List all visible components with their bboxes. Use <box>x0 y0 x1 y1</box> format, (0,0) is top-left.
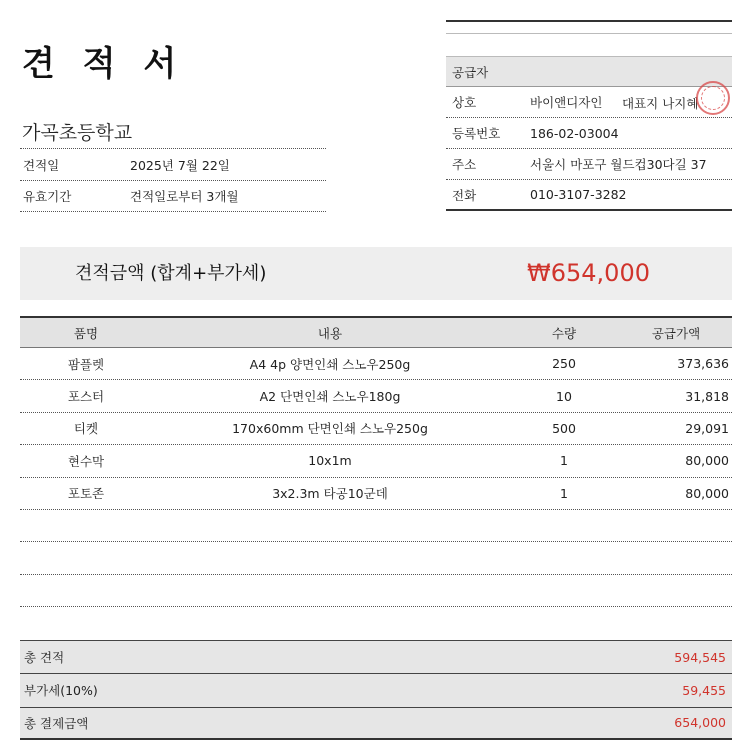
quote-date-label: 견적일 <box>23 157 60 173</box>
cell-description: 170x60mm 단면인쇄 스노우250g <box>232 421 428 437</box>
vat-value: 59,455 <box>682 682 726 698</box>
supplier-name-value: 바이앤디자인 <box>530 95 603 110</box>
items-table <box>20 316 732 607</box>
header-item: 품명 <box>73 325 99 341</box>
grand-total-label: 총 결제금액 <box>24 715 89 731</box>
supplier-phone-row <box>446 180 732 211</box>
supplier-top-bar <box>446 20 732 34</box>
cell-quantity: 1 <box>560 485 568 501</box>
supplier-regno-value: 186-02-03004 <box>530 125 619 141</box>
cell-item: 포토존 <box>67 486 105 502</box>
supplier-regno-row <box>446 118 732 149</box>
cell-description: 10x1m <box>308 453 352 469</box>
grand-total-row <box>20 707 732 740</box>
validity-row <box>20 180 326 212</box>
table-row <box>20 445 732 477</box>
header-quantity: 수량 <box>551 325 577 341</box>
cell-price: 31,818 <box>685 388 729 404</box>
seal-stamp-icon <box>696 81 730 115</box>
header-supply-price: 공급가액 <box>651 325 701 341</box>
cell-description: 3x2.3m 타공10군데 <box>272 486 388 502</box>
cell-price: 373,636 <box>677 356 729 372</box>
validity-label: 유효기간 <box>23 189 72 204</box>
header-description: 내용 <box>317 325 343 341</box>
cell-price: 80,000 <box>685 485 729 501</box>
cell-item: 포스터 <box>67 389 105 405</box>
cell-quantity: 10 <box>556 388 572 404</box>
supplier-address-value: 서울시 마포구 월드컵30다길 37 <box>530 157 707 172</box>
supplier-name-label: 상호 <box>452 95 477 110</box>
table-row-empty <box>20 510 732 542</box>
table-row <box>20 348 732 380</box>
subtotal-label: 총 견적 <box>24 650 65 666</box>
supplier-heading: 공급자 <box>446 56 732 87</box>
cell-quantity: 250 <box>552 356 576 372</box>
supplier-phone-value: 010-3107-3282 <box>530 187 627 202</box>
table-header <box>20 316 732 348</box>
quote-amount-label: 견적금액 (합계+부가세) <box>75 263 267 284</box>
vat-label: 부가세(10%) <box>24 683 98 699</box>
subtotal-row <box>20 640 732 673</box>
table-row <box>20 413 732 445</box>
table-row-empty <box>20 575 732 607</box>
quote-info <box>20 148 326 212</box>
table-row <box>20 380 732 412</box>
validity-value: 견적일로부터 3개월 <box>130 189 239 204</box>
cell-description: A4 4p 양면인쇄 스노우250g <box>249 356 411 372</box>
subtotal-value: 594,545 <box>674 649 726 665</box>
quote-amount-box <box>20 247 732 300</box>
representative: 대표지 나지혜 <box>622 95 699 111</box>
table-row <box>20 478 732 510</box>
cell-price: 29,091 <box>685 420 729 436</box>
cell-description: A2 단면인쇄 스노우180g <box>259 389 401 405</box>
supplier-regno-label: 등록번호 <box>452 126 501 141</box>
document-title: 견 적 서 <box>22 44 185 84</box>
cell-price: 80,000 <box>685 453 729 469</box>
vat-row <box>20 673 732 706</box>
client-name: 가곡초등학교 <box>22 122 133 144</box>
supplier-name-row <box>446 87 732 118</box>
table-row-empty <box>20 542 732 574</box>
cell-item: 현수막 <box>67 453 105 469</box>
cell-item: 티켓 <box>73 421 99 437</box>
supplier-phone-label: 전화 <box>452 187 477 203</box>
grand-total-value: 654,000 <box>674 715 726 731</box>
quote-amount-value: ₩654,000 <box>527 259 650 287</box>
quote-date-row <box>20 148 326 180</box>
supplier-panel <box>446 20 732 211</box>
quote-date-value: 2025년 7월 22일 <box>130 157 230 173</box>
totals-section <box>20 640 732 740</box>
supplier-address-label: 주소 <box>452 157 477 172</box>
cell-item: 팜플렛 <box>67 356 105 372</box>
supplier-address-row <box>446 149 732 180</box>
cell-quantity: 500 <box>552 420 576 436</box>
cell-quantity: 1 <box>560 453 568 469</box>
